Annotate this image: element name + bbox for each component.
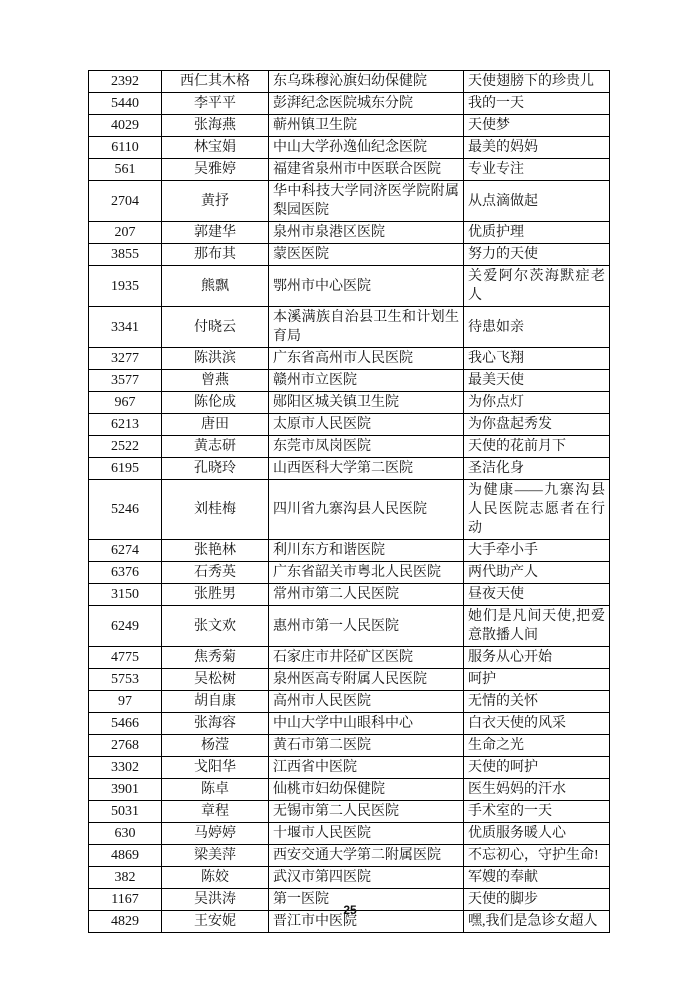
work-title-cell: 两代助产人	[464, 562, 610, 584]
hospital-cell: 仙桃市妇幼保健院	[269, 779, 464, 801]
hospital-cell: 四川省九寨沟县人民医院	[269, 480, 464, 540]
work-title-cell: 天使的脚步	[464, 889, 610, 911]
hospital-cell: 无锡市第二人民医院	[269, 801, 464, 823]
entry-id-cell: 630	[89, 823, 162, 845]
hospital-cell: 太原市人民医院	[269, 414, 464, 436]
hospital-cell: 赣州市立医院	[269, 370, 464, 392]
entry-id-cell: 6213	[89, 414, 162, 436]
participant-name-cell: 张海燕	[162, 115, 269, 137]
entry-id-cell: 4829	[89, 911, 162, 933]
hospital-cell: 蒙医医院	[269, 244, 464, 266]
work-title-cell: 专业专注	[464, 159, 610, 181]
table-row	[89, 93, 610, 115]
work-title-cell: 天使的花前月下	[464, 436, 610, 458]
entry-id-cell: 6274	[89, 540, 162, 562]
work-title-cell: 关爱阿尔茨海默症老人	[464, 266, 610, 307]
work-title-cell: 优质护理	[464, 222, 610, 244]
participant-name-cell: 张胜男	[162, 584, 269, 606]
entry-id-cell: 2522	[89, 436, 162, 458]
entry-id-cell: 97	[89, 691, 162, 713]
participant-name-cell: 马婷婷	[162, 823, 269, 845]
entry-id-cell: 3277	[89, 348, 162, 370]
hospital-cell: 本溪满族自治县卫生和计划生育局	[269, 307, 464, 348]
entry-id-cell: 2768	[89, 735, 162, 757]
entry-id-cell: 4029	[89, 115, 162, 137]
award-table-body	[89, 71, 610, 933]
hospital-cell: 中山大学孙逸仙纪念医院	[269, 137, 464, 159]
hospital-cell: 十堰市人民医院	[269, 823, 464, 845]
table-row	[89, 244, 610, 266]
entry-id-cell: 2704	[89, 181, 162, 222]
hospital-cell: 黄石市第二医院	[269, 735, 464, 757]
entry-id-cell: 4775	[89, 647, 162, 669]
hospital-cell: 山西医科大学第二医院	[269, 458, 464, 480]
participant-name-cell: 吴雅婷	[162, 159, 269, 181]
hospital-cell: 彭湃纪念医院城东分院	[269, 93, 464, 115]
participant-name-cell: 焦秀菊	[162, 647, 269, 669]
work-title-cell: 为你点灯	[464, 392, 610, 414]
entry-id-cell: 6195	[89, 458, 162, 480]
work-title-cell: 为健康——九寨沟县人民医院志愿者在行动	[464, 480, 610, 540]
work-title-cell: 为你盘起秀发	[464, 414, 610, 436]
work-title-cell: 最美天使	[464, 370, 610, 392]
entry-id-cell: 5440	[89, 93, 162, 115]
work-title-cell: 军嫂的奉献	[464, 867, 610, 889]
hospital-cell: 郧阳区城关镇卫生院	[269, 392, 464, 414]
hospital-cell: 石家庄市井陉矿区医院	[269, 647, 464, 669]
participant-name-cell: 陈姣	[162, 867, 269, 889]
entry-id-cell: 3855	[89, 244, 162, 266]
table-row	[89, 414, 610, 436]
entry-id-cell: 3577	[89, 370, 162, 392]
entry-id-cell: 5753	[89, 669, 162, 691]
table-row	[89, 735, 610, 757]
table-row	[89, 647, 610, 669]
hospital-cell: 常州市第二人民医院	[269, 584, 464, 606]
table-row	[89, 115, 610, 137]
work-title-cell: 圣洁化身	[464, 458, 610, 480]
participant-name-cell: 林宝娟	[162, 137, 269, 159]
work-title-cell: 无情的关怀	[464, 691, 610, 713]
hospital-cell: 福建省泉州市中医联合医院	[269, 159, 464, 181]
participant-name-cell: 王安妮	[162, 911, 269, 933]
table-row	[89, 137, 610, 159]
participant-name-cell: 付晓云	[162, 307, 269, 348]
table-row	[89, 436, 610, 458]
entry-id-cell: 5466	[89, 713, 162, 735]
table-row	[89, 348, 610, 370]
work-title-cell: 昼夜天使	[464, 584, 610, 606]
entry-id-cell: 3150	[89, 584, 162, 606]
work-title-cell: 努力的天使	[464, 244, 610, 266]
entry-id-cell: 5246	[89, 480, 162, 540]
hospital-cell: 武汉市第四医院	[269, 867, 464, 889]
table-row	[89, 867, 610, 889]
entry-id-cell: 6110	[89, 137, 162, 159]
table-row	[89, 713, 610, 735]
work-title-cell: 服务从心开始	[464, 647, 610, 669]
table-row	[89, 562, 610, 584]
table-row	[89, 392, 610, 414]
work-title-cell: 嘿,我们是急诊女超人	[464, 911, 610, 933]
table-row	[89, 584, 610, 606]
participant-name-cell: 张艳林	[162, 540, 269, 562]
work-title-cell: 优质服务暖人心	[464, 823, 610, 845]
table-row	[89, 540, 610, 562]
hospital-cell: 蕲州镇卫生院	[269, 115, 464, 137]
work-title-cell: 白衣天使的风采	[464, 713, 610, 735]
entry-id-cell: 207	[89, 222, 162, 244]
participant-name-cell: 陈伦成	[162, 392, 269, 414]
participant-name-cell: 戈阳华	[162, 757, 269, 779]
table-row	[89, 222, 610, 244]
work-title-cell: 我的一天	[464, 93, 610, 115]
participant-name-cell: 梁美萍	[162, 845, 269, 867]
hospital-cell: 西安交通大学第二附属医院	[269, 845, 464, 867]
award-entries-table	[88, 70, 610, 933]
participant-name-cell: 杨滢	[162, 735, 269, 757]
participant-name-cell: 胡自康	[162, 691, 269, 713]
participant-name-cell: 吴洪涛	[162, 889, 269, 911]
participant-name-cell: 西仁其木格	[162, 71, 269, 93]
table-row	[89, 159, 610, 181]
work-title-cell: 大手牵小手	[464, 540, 610, 562]
table-row	[89, 606, 610, 647]
participant-name-cell: 郭建华	[162, 222, 269, 244]
table-row	[89, 823, 610, 845]
work-title-cell: 生命之光	[464, 735, 610, 757]
work-title-cell: 手术室的一天	[464, 801, 610, 823]
participant-name-cell: 熊飘	[162, 266, 269, 307]
hospital-cell: 高州市人民医院	[269, 691, 464, 713]
participant-name-cell: 张文欢	[162, 606, 269, 647]
work-title-cell: 呵护	[464, 669, 610, 691]
table-row	[89, 71, 610, 93]
entry-id-cell: 4869	[89, 845, 162, 867]
entry-id-cell: 967	[89, 392, 162, 414]
entry-id-cell: 1167	[89, 889, 162, 911]
page-number: 25	[343, 903, 357, 917]
hospital-cell: 东乌珠穆沁旗妇幼保健院	[269, 71, 464, 93]
table-row	[89, 779, 610, 801]
entry-id-cell: 3901	[89, 779, 162, 801]
table-row	[89, 801, 610, 823]
entry-id-cell: 3341	[89, 307, 162, 348]
hospital-cell: 广东省韶关市粤北人民医院	[269, 562, 464, 584]
participant-name-cell: 黄抒	[162, 181, 269, 222]
hospital-cell: 惠州市第一人民医院	[269, 606, 464, 647]
participant-name-cell: 吴松树	[162, 669, 269, 691]
entry-id-cell: 1935	[89, 266, 162, 307]
hospital-cell: 鄂州市中心医院	[269, 266, 464, 307]
table-row	[89, 757, 610, 779]
entry-id-cell: 561	[89, 159, 162, 181]
work-title-cell: 我心飞翔	[464, 348, 610, 370]
participant-name-cell: 陈卓	[162, 779, 269, 801]
entry-id-cell: 6376	[89, 562, 162, 584]
participant-name-cell: 张海容	[162, 713, 269, 735]
participant-name-cell: 唐田	[162, 414, 269, 436]
participant-name-cell: 孔晓玲	[162, 458, 269, 480]
participant-name-cell: 李平平	[162, 93, 269, 115]
entry-id-cell: 3302	[89, 757, 162, 779]
table-row	[89, 266, 610, 307]
work-title-cell: 天使的呵护	[464, 757, 610, 779]
table-row	[89, 480, 610, 540]
work-title-cell: 天使梦	[464, 115, 610, 137]
table-row	[89, 845, 610, 867]
entry-id-cell: 2392	[89, 71, 162, 93]
entry-id-cell: 5031	[89, 801, 162, 823]
participant-name-cell: 曾燕	[162, 370, 269, 392]
work-title-cell: 待患如亲	[464, 307, 610, 348]
participant-name-cell: 黄志研	[162, 436, 269, 458]
table-row	[89, 691, 610, 713]
hospital-cell: 广东省高州市人民医院	[269, 348, 464, 370]
participant-name-cell: 那布其	[162, 244, 269, 266]
hospital-cell: 利川东方和谐医院	[269, 540, 464, 562]
hospital-cell: 第一医院	[269, 889, 464, 911]
work-title-cell: 不忘初心，守护生命!	[464, 845, 610, 867]
table-row	[89, 458, 610, 480]
hospital-cell: 东莞市凤岗医院	[269, 436, 464, 458]
table-row	[89, 307, 610, 348]
participant-name-cell: 章程	[162, 801, 269, 823]
hospital-cell: 江西省中医院	[269, 757, 464, 779]
work-title-cell: 天使翅膀下的珍贵儿	[464, 71, 610, 93]
work-title-cell: 从点滴做起	[464, 181, 610, 222]
participant-name-cell: 陈洪滨	[162, 348, 269, 370]
entry-id-cell: 382	[89, 867, 162, 889]
work-title-cell: 她们是凡间天使,把爱意散播人间	[464, 606, 610, 647]
participant-name-cell: 石秀英	[162, 562, 269, 584]
table-row	[89, 370, 610, 392]
hospital-cell: 晋江市中医院	[269, 911, 464, 933]
hospital-cell: 中山大学中山眼科中心	[269, 713, 464, 735]
hospital-cell: 泉州市泉港区医院	[269, 222, 464, 244]
work-title-cell: 最美的妈妈	[464, 137, 610, 159]
table-row	[89, 181, 610, 222]
participant-name-cell: 刘桂梅	[162, 480, 269, 540]
table-row	[89, 669, 610, 691]
hospital-cell: 华中科技大学同济医学院附属梨园医院	[269, 181, 464, 222]
hospital-cell: 泉州医高专附属人民医院	[269, 669, 464, 691]
work-title-cell: 医生妈妈的汗水	[464, 779, 610, 801]
entry-id-cell: 6249	[89, 606, 162, 647]
